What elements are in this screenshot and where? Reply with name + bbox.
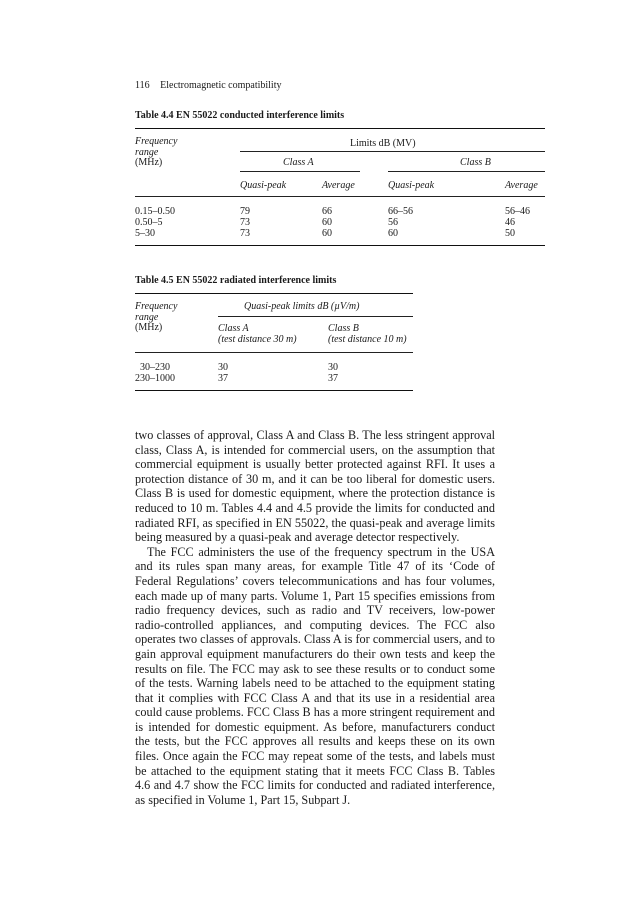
t44-header-rule: [135, 196, 545, 197]
t44-col-frequency: Frequency: [135, 136, 178, 147]
t44-class-a-rule: [240, 171, 360, 172]
t44-r1-a-qp: 79: [240, 206, 250, 217]
t44-a-quasi-peak: Quasi-peak: [240, 180, 287, 191]
t44-r2-a-qp: 73: [240, 217, 250, 228]
table-4-5-caption: Table 4.5 EN 55022 radiated interference limits: [135, 275, 337, 286]
t45-col-unit: (MHz): [135, 322, 163, 333]
t44-class-b: Class B: [460, 157, 491, 168]
t44-r3-b-qp: 60: [388, 228, 398, 239]
t45-class-b: Class B: [328, 323, 359, 334]
t44-r2-b-qp: 56: [388, 217, 398, 228]
t44-a-average: Average: [322, 180, 355, 191]
t44-col-unit: (MHz): [135, 157, 163, 168]
t45-col-frequency: Frequency: [135, 301, 178, 312]
t44-limits-rule: [240, 151, 545, 152]
t45-r1-freq: 30–230: [140, 362, 170, 373]
table-4-4-top-rule: [135, 128, 545, 129]
t44-r3-a-qp: 73: [240, 228, 250, 239]
table-4-5-bottom-rule: [135, 390, 413, 391]
paragraph-1: two classes of approval, Class A and Class B. The less stringent approval class, Class A, is intended for commercial users, on the assumption that commercial equipment is usually better protected against RFI. It uses a protection distance of 30 m, and it can be too liberal for domestic users. Class B is used for domestic equipment, where the protection distance is reduced to 10 m. Tables 4.4 and 4.5 provide the limits for conducted and radiated RFI, as specified in EN 55022, the quasi-peak and average limits being measured by a quasi-peak and average detector respectively.: [135, 428, 495, 545]
t44-r1-a-avg: 66: [322, 206, 332, 217]
paragraph-2: The FCC administers the use of the frequency spectrum in the USA and its rules span many areas, for example Title 47 of its ‘Code of Federal Regulations’ covers telecommunications and has four volumes, each made up of many parts. Volume 1, Part 15 specifies emissions from radio frequency devices, such as radio and TV receivers, low-power radio-controlled appliances, and computing devices. The FCC also operates two classes of approvals. Class A is for commercial users, and to gain approval equipment manufacturers do their own tests and keep the results on file. The FCC may ask to see these results or to conduct some of the tests. Warning labels need to be attached to the equipment stating that it complies with FCC Class A and that its use in a residential area could cause problems. FCC Class B has a more stringent requirement and is intended for domestic equipment. As before, manufacturers conduct the tests, but the FCC approves all results and keeps these on its own files. Once again the FCC may repeat some of the tests, and labels must be attached to the equipment stating that it meets FCC Class B. Tables 4.6 and 4.7 show the FCC limits for conducted and radiated interference, as specified in Volume 1, Part 15, Subpart J.: [135, 544, 495, 807]
table-4-4-bottom-rule: [135, 245, 545, 246]
t45-r2-b: 37: [328, 373, 338, 384]
t44-r2-b-avg: 46: [505, 217, 515, 228]
t45-limits-header: Quasi-peak limits dB (µV/m): [244, 301, 360, 312]
t44-r2-freq: 0.50–5: [135, 217, 163, 228]
t45-r2-a: 37: [218, 373, 228, 384]
t45-limits-rule: [218, 316, 413, 317]
t45-r1-b: 30: [328, 362, 338, 373]
t44-r3-a-avg: 60: [322, 228, 332, 239]
t44-r2-a-avg: 60: [322, 217, 332, 228]
t44-r1-freq: 0.15–0.50: [135, 206, 175, 217]
t44-limits-header: Limits dB (MV): [350, 138, 416, 149]
table-4-4-caption: Table 4.4 EN 55022 conducted interference limits: [135, 110, 345, 121]
t44-r3-b-avg: 50: [505, 228, 515, 239]
t45-class-a: Class A: [218, 323, 249, 334]
t45-class-a-note: (test distance 30 m): [218, 334, 297, 345]
table-4-5-top-rule: [135, 293, 413, 294]
page-number: 116: [135, 80, 150, 91]
running-header: [135, 80, 282, 91]
t45-class-b-note: (test distance 10 m): [328, 334, 407, 345]
t44-r1-b-qp: 66–56: [388, 206, 413, 217]
t45-header-rule: [135, 352, 413, 353]
t44-class-a: Class A: [283, 157, 314, 168]
t44-class-b-rule: [388, 171, 545, 172]
t44-b-quasi-peak: Quasi-peak: [388, 180, 435, 191]
t45-col-range: range: [135, 312, 159, 323]
t44-r1-b-avg: 56–46: [505, 206, 530, 217]
t44-b-average: Average: [505, 180, 538, 191]
body-text: [135, 428, 495, 807]
t45-r1-a: 30: [218, 362, 228, 373]
t44-r3-freq: 5–30: [135, 228, 155, 239]
t45-r2-freq: 230–1000: [135, 373, 175, 384]
t44-col-range: range: [135, 147, 159, 158]
running-title: Electromagnetic compatibility: [160, 80, 282, 91]
